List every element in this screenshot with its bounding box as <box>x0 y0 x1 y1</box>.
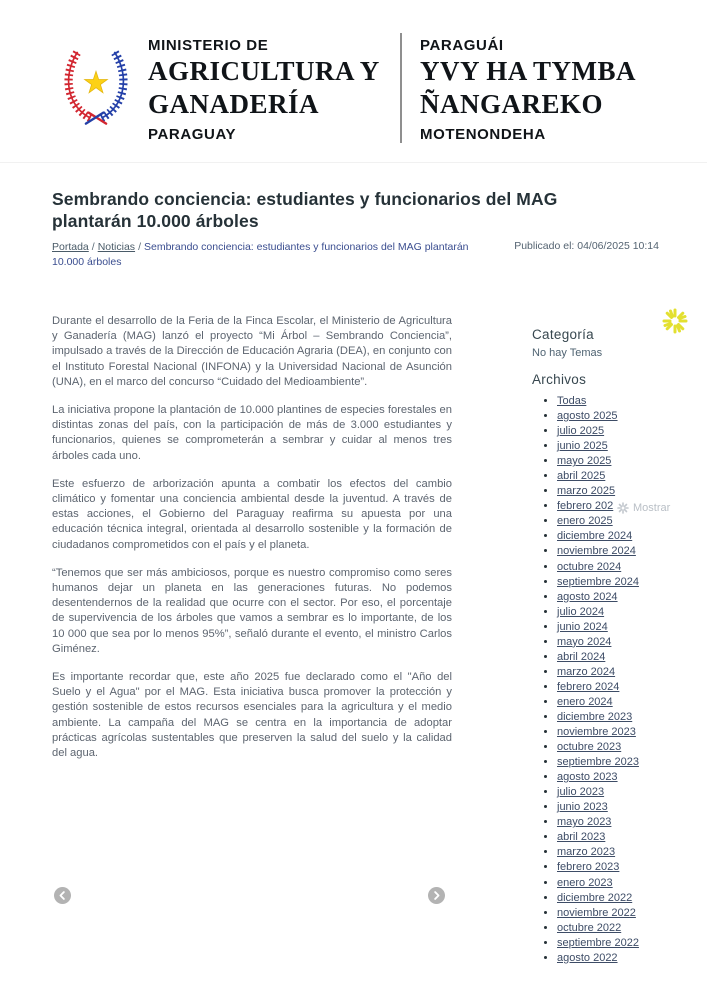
archive-item <box>557 560 702 575</box>
accessibility-burst-icon <box>661 307 689 335</box>
archive-link[interactable]: junio 2025 <box>557 440 608 453</box>
archive-item <box>557 830 702 845</box>
archives-list <box>532 394 702 966</box>
archive-item <box>557 770 702 785</box>
archive-item <box>557 845 702 860</box>
breadcrumb-current: Sembrando conciencia: estudiantes y funcionarios del MAG plantarán 10.000 árboles <box>52 241 469 268</box>
logo-line-ministerio: MINISTERIO DE <box>148 37 269 54</box>
site-header <box>0 0 707 163</box>
archive-link[interactable]: septiembre 2024 <box>557 575 639 588</box>
archive-item <box>557 876 702 891</box>
article-paragraph: Durante el desarrollo de la Feria de la Finca Escolar, el Ministerio de Agricultura y Ganadería (MAG) lanzó el proyecto “Mi Árbol – Sembrando Conciencia”, impulsado a través de la Dirección de Educación Agraria (DEA), en conjunto con el Instituto Forestal Nacional (INFONA) y la Universidad Nacional de Asunción (UNA), en el marco del concurso “Cuidado del Medioambiente”. <box>52 315 452 388</box>
archive-link[interactable]: diciembre 2023 <box>557 710 633 723</box>
logo-line-ganaderia: GANADERÍA <box>148 89 320 119</box>
accessibility-widget-button[interactable] <box>661 307 689 335</box>
archive-item <box>557 755 702 770</box>
archive-item <box>557 620 702 635</box>
archive-link[interactable]: abril 2025 <box>557 470 606 483</box>
archive-item <box>557 800 702 815</box>
archive-item <box>557 590 702 605</box>
carousel-prev-button[interactable] <box>54 887 71 904</box>
archive-item <box>557 575 702 590</box>
archive-item <box>557 891 702 906</box>
logo-line-paraguai: PARAGUÁI <box>420 37 504 54</box>
archive-link[interactable]: mayo 2023 <box>557 816 612 829</box>
mostrar-tooltip[interactable] <box>617 502 670 514</box>
archive-link[interactable]: julio 2025 <box>557 425 605 438</box>
archive-link[interactable]: enero 2024 <box>557 695 613 708</box>
breadcrumb-separator: / <box>91 241 95 253</box>
archive-link[interactable]: noviembre 2022 <box>557 906 636 919</box>
archive-link[interactable]: noviembre 2023 <box>557 726 636 739</box>
archive-item <box>557 860 702 875</box>
archive-item <box>557 921 702 936</box>
archive-item <box>557 815 702 830</box>
logo-text-guarani <box>420 36 636 144</box>
archive-item <box>557 605 702 620</box>
archive-link[interactable]: octubre 2023 <box>557 741 622 754</box>
logo-line-motenondeha: MOTENONDEHA <box>420 126 546 143</box>
archive-item <box>557 394 702 409</box>
archive-item <box>557 725 702 740</box>
archive-link[interactable]: mayo 2024 <box>557 635 612 648</box>
logo-line-agricultura: AGRICULTURA Y <box>148 56 380 86</box>
archives-heading: Archivos <box>532 372 587 387</box>
archive-link[interactable]: junio 2024 <box>557 620 608 633</box>
logo-text-spanish <box>148 36 380 144</box>
archive-item <box>557 635 702 650</box>
archive-item <box>557 906 702 921</box>
archive-item <box>557 439 702 454</box>
breadcrumb-separator: / <box>138 241 141 253</box>
archive-link[interactable]: febrero 202 <box>557 500 614 513</box>
archive-link[interactable]: enero 2025 <box>557 515 613 528</box>
archive-link[interactable]: julio 2024 <box>557 605 605 618</box>
archive-item <box>557 680 702 695</box>
archive-item <box>557 951 702 966</box>
archive-link[interactable]: marzo 2024 <box>557 665 616 678</box>
logo-line-paraguay: PARAGUAY <box>148 126 237 143</box>
archive-link[interactable]: julio 2023 <box>557 786 605 799</box>
archive-link[interactable]: octubre 2024 <box>557 560 622 573</box>
archive-link[interactable]: diciembre 2022 <box>557 891 633 904</box>
logo-line-yvy: YVY HA TYMBA <box>420 56 637 86</box>
archive-link[interactable]: Todas <box>557 395 587 407</box>
archive-link[interactable]: noviembre 2024 <box>557 545 636 558</box>
archive-link[interactable]: diciembre 2024 <box>557 530 633 543</box>
breadcrumb-link-noticias[interactable]: Noticias <box>97 241 136 253</box>
chevron-right-icon <box>431 890 442 901</box>
archive-item <box>557 785 702 800</box>
archive-link[interactable]: agosto 2023 <box>557 771 618 784</box>
published-date: Publicado el: 04/06/2025 10:14 <box>514 240 659 252</box>
archive-item <box>557 409 702 424</box>
archive-link[interactable]: abril 2023 <box>557 831 606 844</box>
article-meta-row <box>52 240 659 270</box>
article-body <box>52 314 452 774</box>
archive-item <box>557 695 702 710</box>
mostrar-label: Mostrar <box>633 502 671 514</box>
category-empty-text: No hay Temas <box>532 347 603 359</box>
archive-item <box>557 710 702 725</box>
archive-item <box>557 469 702 484</box>
archive-link[interactable]: enero 2023 <box>557 876 613 889</box>
logo-divider <box>400 33 402 143</box>
archive-link[interactable]: febrero 2023 <box>557 861 620 874</box>
archive-link[interactable]: marzo 2023 <box>557 846 616 859</box>
page-title: Sembrando conciencia: estudiantes y funcionarios del MAG plantarán 10.000 árboles <box>52 189 558 231</box>
archive-link[interactable]: junio 2023 <box>557 801 608 814</box>
archive-link[interactable]: septiembre 2022 <box>557 936 639 949</box>
article-paragraph: Este esfuerzo de arborización apunta a combatir los efectos del cambio climático y fomentar una conciencia ambiental desde la juventud. A través de estas acciones, el Gobierno del Paraguay reafirma su apuesta por una educación técnica integral, orientada al desarrollo sostenible y la formación de ciudadanos comprometidos con el país y el planeta. <box>52 477 452 551</box>
paraguay-coat-of-arms-icon <box>50 40 142 130</box>
archive-link[interactable]: febrero 2024 <box>557 680 620 693</box>
archive-link[interactable]: agosto 2025 <box>557 410 618 423</box>
archive-item <box>557 454 702 469</box>
archive-item <box>557 529 702 544</box>
archive-link[interactable]: marzo 2025 <box>557 485 616 498</box>
mostrar-burst-icon <box>617 502 629 514</box>
archive-item <box>557 665 702 680</box>
archive-item <box>557 424 702 439</box>
archive-link[interactable]: octubre 2022 <box>557 921 622 934</box>
archive-item <box>557 650 702 665</box>
logo-line-nangareko: ÑANGAREKO <box>420 89 604 119</box>
archive-link[interactable]: abril 2024 <box>557 650 606 663</box>
carousel-next-button[interactable] <box>428 887 445 904</box>
breadcrumb <box>52 240 482 270</box>
article-paragraph: Es importante recordar que, este año 2025 fue declarado como el "Año del Suelo y el Agua" por el MAG. Esta iniciativa busca promover la protección y gestión sostenible de estos recursos esenciales para la agricultura y el medio ambiente. La campaña del MAG se centra en la importancia de adoptar prácticas agrícolas sustentables que preserven la salud del suelo y la calidad del agua. <box>52 671 452 760</box>
category-heading: Categoría <box>532 327 594 342</box>
archive-item <box>557 544 702 559</box>
sidebar <box>532 327 702 966</box>
archive-item <box>557 936 702 951</box>
archive-item <box>557 514 702 529</box>
archive-link[interactable]: septiembre 2023 <box>557 756 639 769</box>
archive-link[interactable]: mayo 2025 <box>557 455 612 468</box>
article-paragraph: La iniciativa propone la plantación de 10.000 plantines de especies forestales en distintas zonas del país, con la participación de más de 3.000 estudiantes y funcionarios, quienes se comprometerán a sembrar y cuidar al menos tres árboles cada uno. <box>52 404 452 462</box>
breadcrumb-link-portada[interactable]: Portada <box>52 241 89 253</box>
article-paragraph: “Tenemos que ser más ambiciosos, porque es nuestro compromiso como seres humanos dejar un planeta en las generaciones futuras. No podemos desentendernos de la realidad que ocurre con el sector. Por eso, el porcentaje de supervivencia de los árboles que vamos a sembrar es lo importante, de los 10 000 que sea por lo menos 95%”, señaló durante el evento, el ministro Carlos Giménez. <box>52 566 452 655</box>
archive-item <box>557 484 702 499</box>
archive-link[interactable]: agosto 2024 <box>557 590 618 603</box>
chevron-left-icon <box>57 890 68 901</box>
archive-link[interactable]: agosto 2022 <box>557 951 618 964</box>
archive-item <box>557 740 702 755</box>
